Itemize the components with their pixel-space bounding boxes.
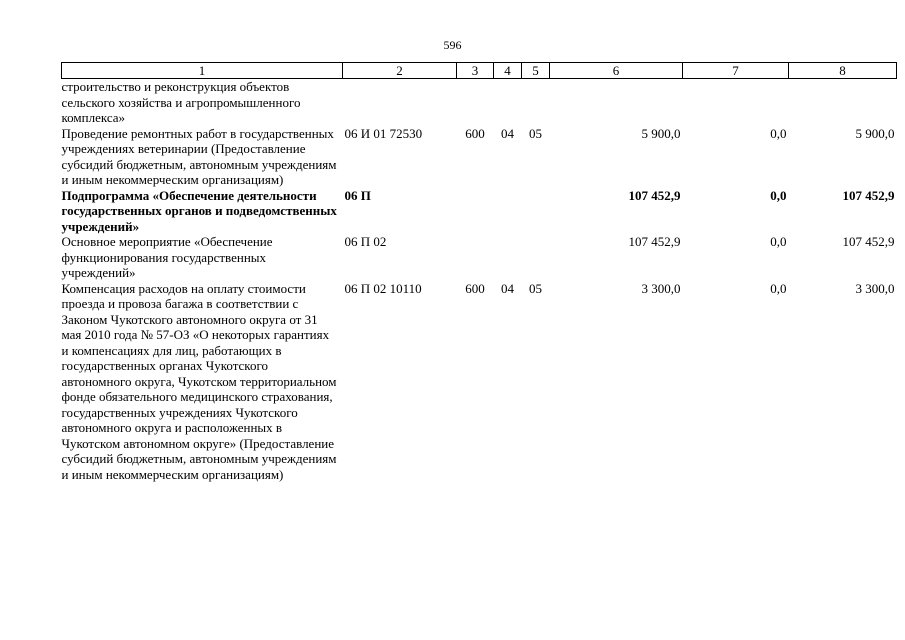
row-regional: 5 900,0 bbox=[855, 125, 895, 141]
column-header: 1 bbox=[62, 63, 343, 79]
column-header: 7 bbox=[683, 63, 789, 79]
row-pr bbox=[522, 79, 550, 126]
row-name: Подпрограмма «Обеспечение деятельности государственных органов и подведомственных учреждений» bbox=[61, 187, 337, 234]
row-name: Компенсация расходов на оплату стоимости проезда и провоза багажа в соответствии с Законом Чукотского автономного округа от 31 мая 2010 года № 57-ОЗ «О некоторых гарантиях и компенсациях для лиц, работающих в государственных органах Чукотского автономного округа, Чукотском территориальном фонде обязательного медицинского страхования, государственных учреждениях Чукотского автономного округа и расположенных в Чукотском автономном округе» (Предоставление субсидий бюджетным, автономным учреждениям и иным некоммерческим организациям) bbox=[61, 280, 337, 482]
row-total: 5 900,0 bbox=[641, 125, 681, 141]
row-rz bbox=[494, 188, 522, 235]
row-name: строительство и реконструкция объектов сельского хозяйства и агропромышленного комплекса» bbox=[61, 79, 301, 125]
row-total: 107 452,9 bbox=[628, 234, 681, 249]
row-federal: 0,0 bbox=[770, 234, 787, 249]
row-federal: 0,0 bbox=[770, 125, 787, 141]
row-vr bbox=[457, 188, 494, 235]
row-regional: 107 452,9 bbox=[842, 187, 895, 203]
page-number: 596 bbox=[443, 38, 462, 52]
row-vr: 600 bbox=[465, 280, 485, 296]
table-row bbox=[62, 79, 897, 126]
column-header: 5 bbox=[522, 63, 550, 79]
row-code: 06 П 02 10110 bbox=[344, 280, 422, 296]
row-code bbox=[343, 79, 457, 126]
column-header: 4 bbox=[494, 63, 522, 79]
table-header-row bbox=[62, 63, 897, 79]
row-code: 06 П bbox=[344, 187, 371, 203]
column-header: 8 bbox=[789, 63, 897, 79]
row-pr bbox=[522, 188, 550, 235]
table-row bbox=[62, 126, 897, 188]
row-rz: 04 bbox=[501, 280, 514, 296]
row-rz bbox=[494, 79, 522, 126]
row-federal bbox=[683, 79, 789, 126]
row-total: 107 452,9 bbox=[628, 187, 681, 203]
budget-table bbox=[61, 62, 897, 482]
row-total bbox=[550, 79, 683, 126]
row-federal: 0,0 bbox=[770, 187, 787, 203]
row-rz: 04 bbox=[501, 125, 514, 141]
row-regional bbox=[789, 79, 897, 126]
table-row bbox=[62, 281, 897, 483]
row-code: 06 П 02 bbox=[344, 234, 387, 249]
row-name: Проведение ремонтных работ в государственных учреждениях ветеринарии (Предоставление субсидий бюджетным, автономным учреждениям и иным некоммерческим организациям) bbox=[61, 125, 337, 187]
row-vr: 600 bbox=[465, 125, 485, 141]
row-vr bbox=[457, 234, 494, 281]
row-pr: 05 bbox=[529, 125, 542, 141]
row-pr: 05 bbox=[529, 280, 542, 296]
row-federal: 0,0 bbox=[770, 280, 787, 296]
row-regional: 107 452,9 bbox=[842, 234, 895, 249]
row-vr bbox=[457, 79, 494, 126]
row-pr bbox=[522, 234, 550, 281]
row-name: Основное мероприятие «Обеспечение функционирования государственных учреждений» bbox=[61, 234, 273, 280]
row-rz bbox=[494, 234, 522, 281]
table-row bbox=[62, 234, 897, 281]
column-header: 2 bbox=[343, 63, 457, 79]
column-header: 3 bbox=[457, 63, 494, 79]
table-row-subprogram bbox=[62, 188, 897, 235]
column-header: 6 bbox=[550, 63, 683, 79]
row-total: 3 300,0 bbox=[641, 280, 681, 296]
row-code: 06 И 01 72530 bbox=[344, 125, 423, 141]
row-regional: 3 300,0 bbox=[855, 280, 895, 296]
